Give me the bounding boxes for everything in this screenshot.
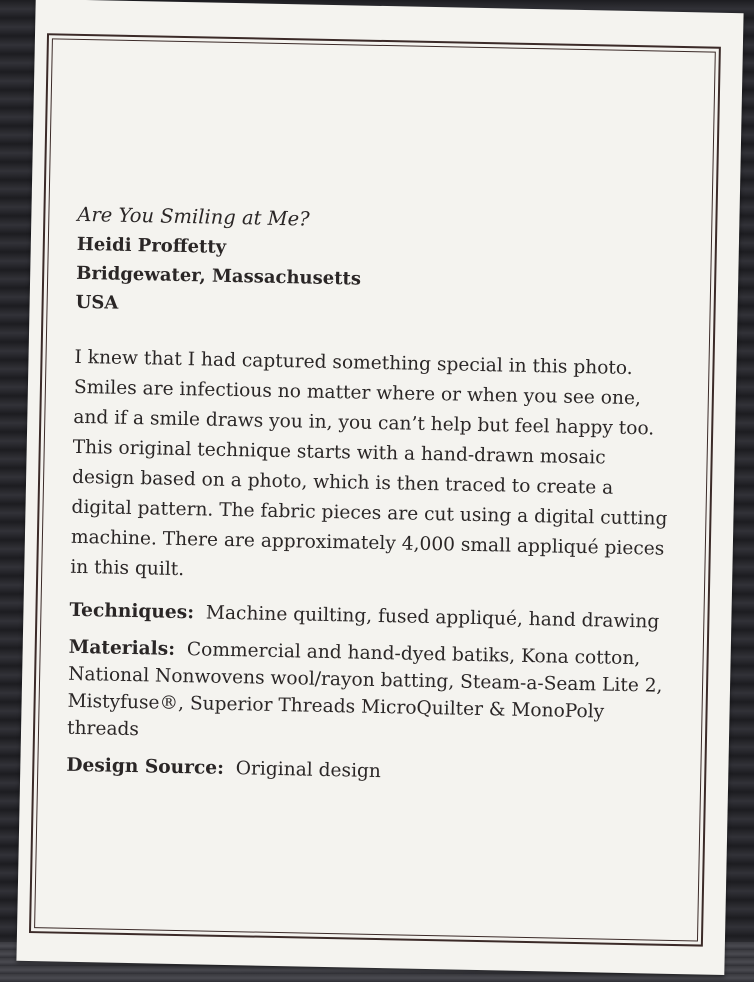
materials-row bbox=[67, 634, 669, 754]
techniques-value: Machine quilting, fused appliqué, hand drawing bbox=[205, 602, 660, 633]
techniques-row bbox=[69, 597, 669, 636]
artist-location: Bridgewater, Massachusetts bbox=[76, 262, 362, 290]
design-source-value: Original design bbox=[235, 758, 382, 783]
artist-statement: I knew that I had captured something special in this photo. Smiles are infectious no matter where or when you see one, and if a smile draws you in, you can’t help but feel happy too. This original technique starts with a hand-drawn mosaic design based on a photo, which is then traced to create a digital pattern. The fabric pieces are cut using a digital cutting machine. There are approximately 4,000 small appliqué pieces in this quilt. bbox=[70, 346, 668, 581]
materials-label: Materials: bbox=[68, 636, 176, 660]
design-source-label: Design Source: bbox=[66, 754, 225, 779]
info-card bbox=[16, 0, 743, 975]
artist-name: Heidi Proffetty bbox=[76, 233, 227, 258]
card-content bbox=[66, 200, 677, 791]
techniques-label: Techniques: bbox=[69, 599, 195, 624]
quilt-title: Are You Smiling at Me? bbox=[77, 202, 310, 231]
artist-country: USA bbox=[75, 291, 119, 314]
materials-value: Commercial and hand-dyed batiks, Kona cotton, National Nonwovens wool/rayon batting, Steam-a-Seam Lite 2, Mistyfuse®, Superior Threads MicroQuilter & MonoPoly threads bbox=[66, 639, 663, 741]
